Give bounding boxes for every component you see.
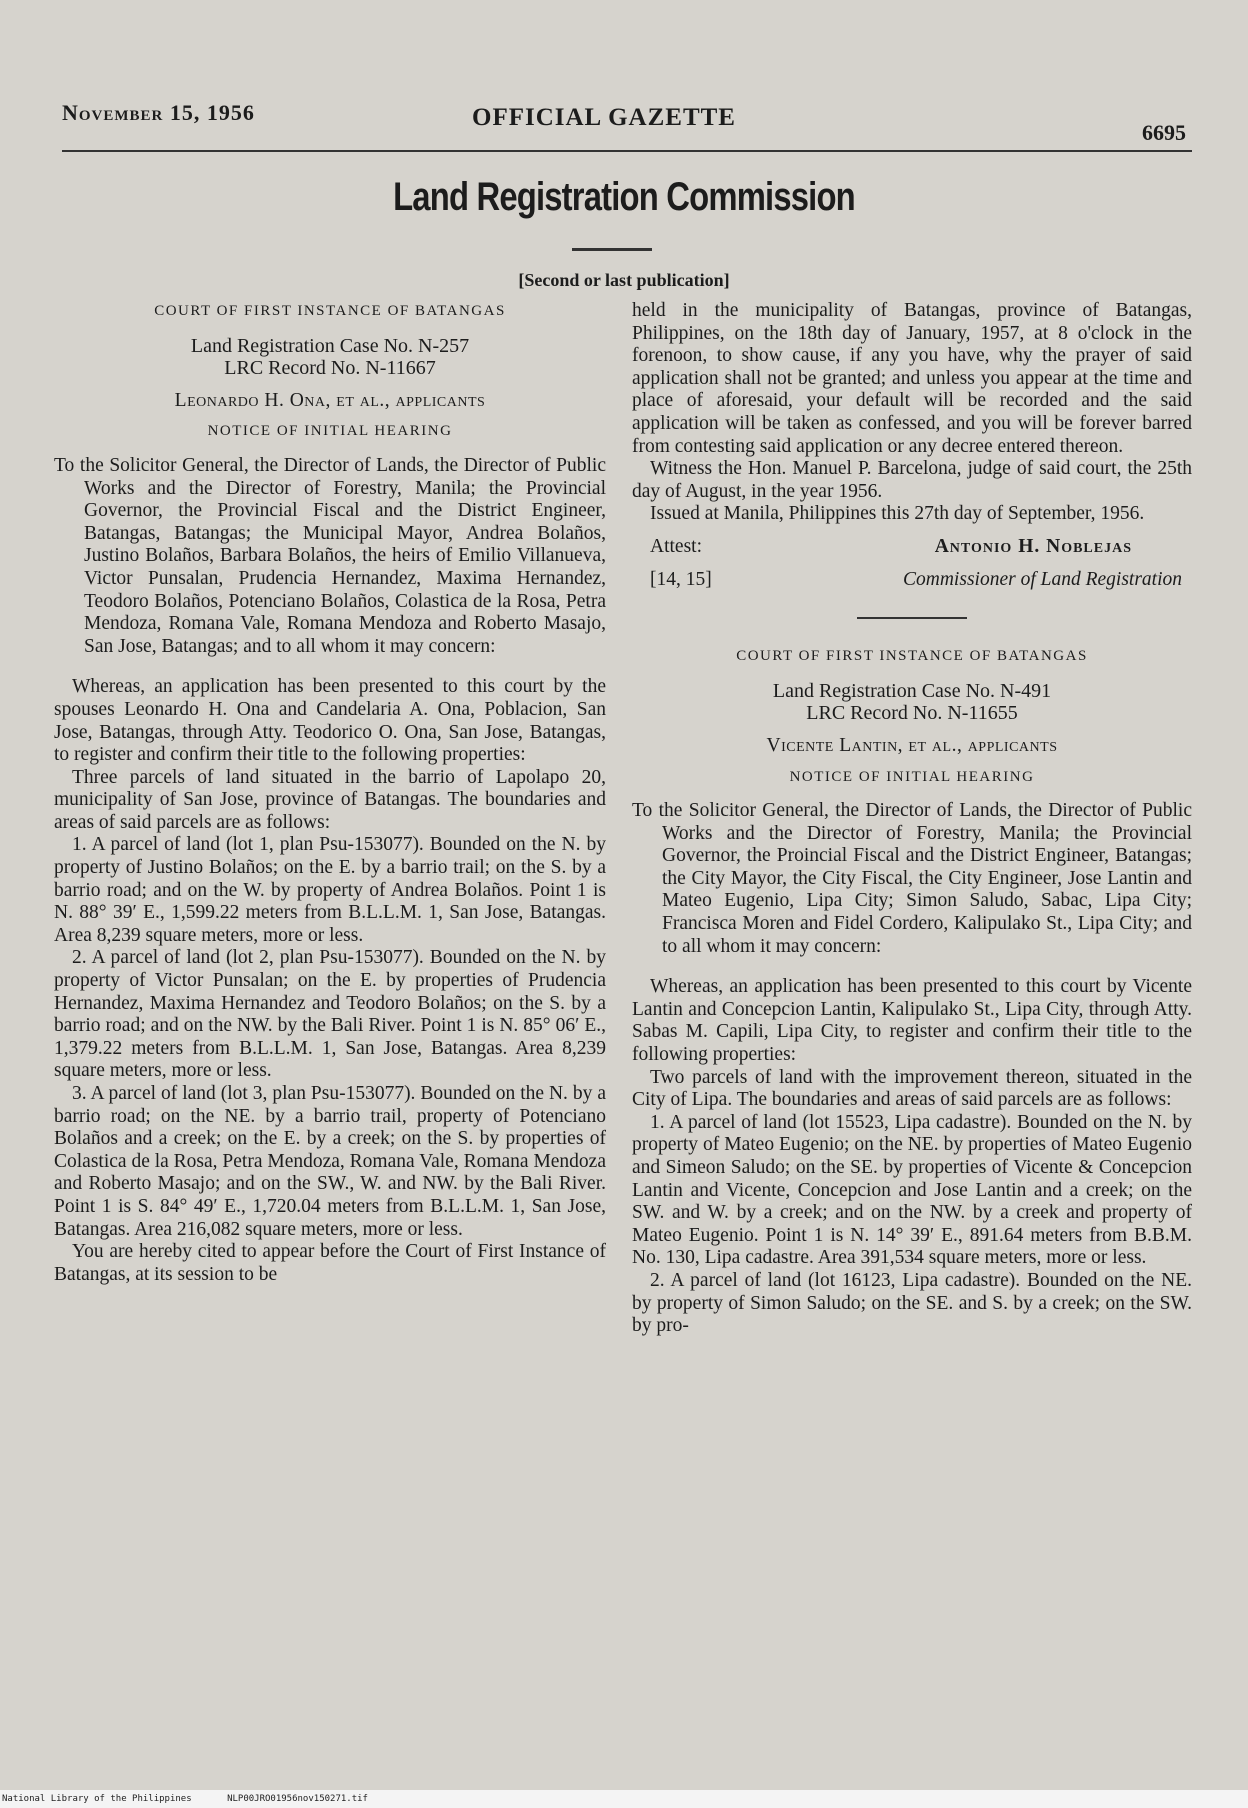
section-title: Land Registration Commission xyxy=(393,175,855,219)
lrc-record: LRC Record No. N-11667 xyxy=(224,357,436,380)
notice-heading: NOTICE OF INITIAL HEARING xyxy=(789,768,1035,785)
paragraph: 1. A parcel of land (lot 15523, Lipa cadastre). Bounded on the N. by property of Mateo Eugenio; on the NE. by properties of Mateo Eugenio and Simeon Saludo; on the SE. by properties of Vicente & Concepcion Lantin and Vicente, Concepcion and Jose Lantin and a creek; on the SW. and W. by a creek; and on the NW. by a creek and property of Mateo Eugenio. Point 1 is N. 14° 39′ E., 891.64 meters from B.B.M. No. 130, Lipa cadastre. Area 391,534 square meters, more or less. xyxy=(632,1111,1192,1269)
case-number: Land Registration Case No. N-257 xyxy=(190,334,470,357)
court-heading: COURT OF FIRST INSTANCE OF BATANGAS xyxy=(154,303,506,319)
scan-footer xyxy=(0,1790,1248,1808)
notice-heading: NOTICE OF INITIAL HEARING xyxy=(207,423,453,440)
running-head xyxy=(62,100,1186,145)
applicants-line: Leonardo H. Ona, et al., applicants xyxy=(174,389,486,411)
signer-name: Antonio H. Noblejas xyxy=(934,535,1132,557)
publication-title: OFFICIAL GAZETTE xyxy=(472,104,736,131)
paragraph: 1. A parcel of land (lot 1, plan Psu-153077). Bounded on the N. by property of Justino Bolaños; on the E. by a barrio trail; on the S. by a barrio road; and on the W. by property of Andrea Bolaños. Point 1 is N. 88° 39′ E., 1,599.22 meters from B.L.L.M. 1, San Jose, Batangas. Area 8,239 square meters, more or less. xyxy=(54,834,606,946)
paragraph: 3. A parcel of land (lot 3, plan Psu-153077). Bounded on the N. by a barrio road; on the NE. by a barrio trail, property of Potenciano Bolaños and a creek; on the E. by a creek; on the S. by properties of Colastica de la Rosa, Petra Mendoza, Romana Vale, Romana Mendoza and Roberto Masajo; and on the SW., W. and NW. by the Bali River. Point 1 is S. 84° 49′ E., 1,720.04 meters from B.L.L.M. 1, San Jose, Batangas. Area 216,082 square meters, more or less. xyxy=(54,1083,606,1240)
page-number: 6695 xyxy=(1142,120,1186,145)
scan-filename: NLP00JRO01956nov150271.tif xyxy=(227,1794,368,1804)
library-credit: National Library of the Philippines xyxy=(2,1794,192,1804)
paragraph: Three parcels of land situated in the barrio of Lapolapo 20, municipality of San Jose, province of Batangas. The boundaries and areas of said parcels are as follows: xyxy=(54,766,606,833)
paragraph: 2. A parcel of land (lot 16123, Lipa cadastre). Bounded on the NE. by property of Simon Saludo; on the SE. and S. by a creek; on the SW. by pro- xyxy=(632,1269,1192,1337)
case-number: Land Registration Case No. N-491 xyxy=(772,679,1052,702)
paragraph: Witness the Hon. Manuel P. Barcelona, judge of said court, the 25th day of August, in the year 1956. xyxy=(632,458,1192,502)
paragraph: held in the municipality of Batangas, province of Batangas, Philippines, on the 18th day of January, 1957, at 8 o'clock in the forenoon, to show cause, if any you have, why the prayer of said application shall not be granted; and unless you appear at the time and place of aforesaid, your default will be recorded and the said application will be taken as confessed, and you will be forever barred from contesting said application or any decree entered thereon. xyxy=(632,300,1192,457)
lrc-record: LRC Record No. N-11655 xyxy=(806,702,1018,725)
attestation xyxy=(632,536,1192,559)
paragraph: Whereas, an application has been presented to this court by Vicente Lantin and Concepcion Lantin, Kalipulako St., Lipa City, through Atty. Sabas M. Capili, Lipa City, to register and confirm their title to the following properties: xyxy=(632,976,1192,1066)
paragraph: Issued at Manila, Philippines this 27th day of September, 1956. xyxy=(650,503,1145,525)
divider xyxy=(857,617,967,619)
issue-date: November 15, 1956 xyxy=(62,100,255,125)
publication-note: [Second or last publication] xyxy=(518,270,730,290)
applicants-line: Vicente Lantin, et al., applicants xyxy=(766,734,1058,756)
paragraph: Whereas, an application has been presented to this court by the spouses Leonardo H. Ona and Candelaria A. Ona, Poblacion, San Jose, Batangas, through Atty. Teodorico O. Ona, San Jose, Batangas, to register and confirm their title to the following properties: xyxy=(54,676,606,766)
title-rule xyxy=(572,248,652,251)
court-heading: COURT OF FIRST INSTANCE OF BATANGAS xyxy=(736,648,1088,665)
paragraph: You are hereby cited to appear before the Court of First Instance of Batangas, at its session to be xyxy=(54,1241,606,1285)
addressees: To the Solicitor General, the Director of Lands, the Director of Public Works and the Director of Forestry, Manila; the Provincial Governor, the Proincial Fiscal and the District Engineer, Batangas; the City Mayor, the City Fiscal, the City Engineer, Jose Lantin and Mateo Eugenio, Lipa City; Simon Saludo, Sabac, Lipa City; Francisca Moren and Fidel Cordero, Kalipulako St., Lipa City; and to all whom it may concern: xyxy=(632,800,1192,957)
issue-reference: [14, 15] xyxy=(650,568,712,590)
paragraph: Two parcels of land with the improvement thereon, situated in the City of Lipa. The boundaries and areas of said parcels are as follows: xyxy=(632,1066,1192,1111)
header-rule xyxy=(62,150,1192,152)
addressees: To the Solicitor General, the Director of Lands, the Director of Public Works and the Director of Forestry, Manila; the Provincial Governor, the Provincial Fiscal and the District Engineer, Batangas, Batangas; the Municipal Mayor, Andrea Bolaños, Justino Bolaños, Barbara Bolaños, the heirs of Emilio Villanueva, Victor Punsalan, Prudencia Hernandez, Maxima Hernandez, Teodoro Bolaños, Potenciano Bolaños, Colastica de la Rosa, Petra Mendoza, Romana Vale, Romana Mendoza and Roberto Masajo, San Jose, Batangas; and to all whom it may concern: xyxy=(54,454,606,657)
paragraph: 2. A parcel of land (lot 2, plan Psu-153077). Bounded on the N. by property of Victor Punsalan; on the E. by properties of Prudencia Hernandez, Maxima Hernandez and Teodoro Bolaños; on the S. by a barrio road; and on the NW. by the Bali River. Point 1 is N. 85° 06′ E., 1,379.22 meters from B.L.L.M. 1, San Jose, Batangas. Area 8,239 square meters, more or less. xyxy=(54,947,606,1082)
signer-title: Commissioner of Land Registration xyxy=(903,568,1182,590)
attestation-line-2 xyxy=(632,569,1192,592)
attest-label: Attest: xyxy=(650,535,702,557)
right-column xyxy=(632,300,1192,1338)
left-column xyxy=(54,300,606,1286)
